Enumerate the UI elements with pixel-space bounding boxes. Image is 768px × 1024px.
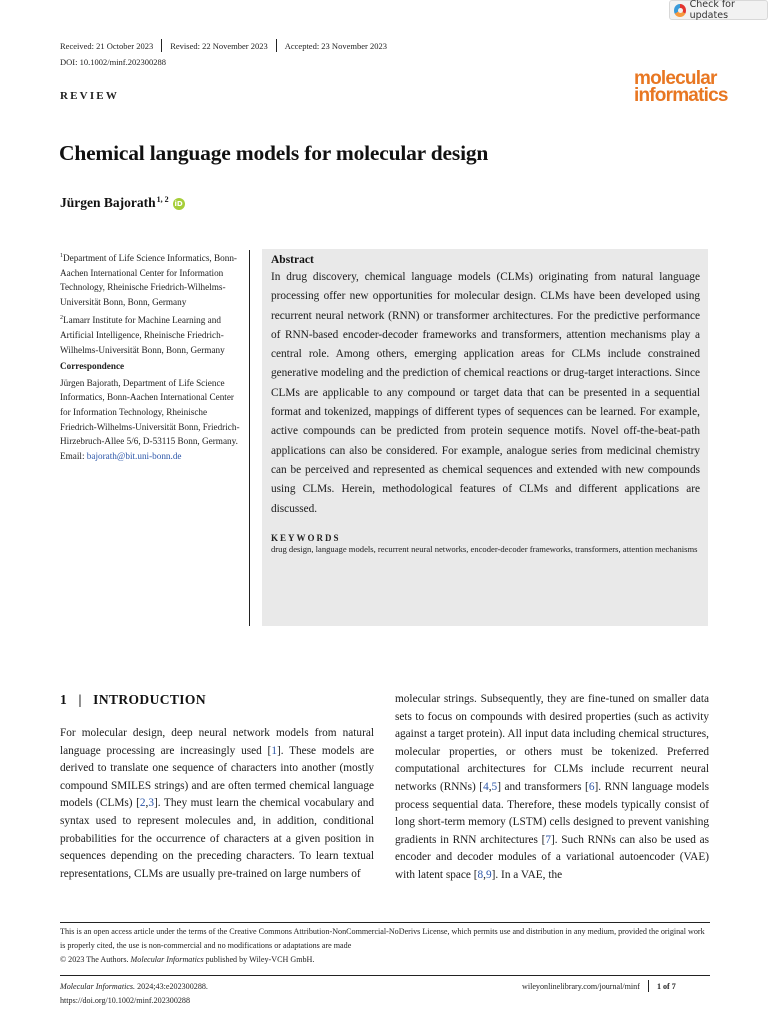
article-dates bbox=[60, 39, 387, 52]
body-text: molecular strings. Subsequently, they are fine-tuned on smaller data sets to focus on compounds with desired properties (such as activity against a target protein). All input data including chemical structures, molecular properties, or others must be tokenized. Preferred computational architectures for CLMs include recurrent neural networks (RNNs) [ bbox=[395, 693, 709, 793]
citation-link[interactable]: 3 bbox=[148, 797, 155, 810]
citation-link[interactable]: 4 bbox=[483, 780, 489, 793]
body-text: ] and transformers [ bbox=[497, 780, 589, 793]
email-label: Email: bbox=[60, 450, 87, 461]
body-text: ]. In a VAE, the bbox=[491, 868, 563, 881]
author-name[interactable]: Jürgen Bajorath bbox=[60, 195, 156, 210]
footer-rule bbox=[60, 975, 710, 976]
affiliation-2-text: Lamarr Institute for Machine Learning and Artificial Intelligence, Rheinische Friedrich-Wilhelms-Universität Bonn, Bonn, Germany bbox=[60, 315, 225, 355]
divider bbox=[648, 980, 649, 992]
affiliations bbox=[60, 249, 240, 465]
footnote-rule bbox=[60, 922, 710, 923]
affiliation-2 bbox=[60, 311, 240, 357]
body-text: ]. Such RNNs can also be used as encoder and decoder modules of a variational autoencoder (VAE) with latent space [ bbox=[395, 833, 709, 881]
article-type: REVIEW bbox=[60, 90, 120, 102]
received-date: Received: 21 October 2023 bbox=[60, 40, 154, 51]
keywords-text: drug design, language models, recurrent neural networks, encoder-decoder frameworks, transformers, attention mechanisms bbox=[271, 543, 698, 554]
check-for-updates-button[interactable] bbox=[669, 0, 768, 20]
abstract-text: In drug discovery, chemical language models (CLMs) originating from natural language processing offer new opportunities for molecular design. CLMs have been developed using recurrent neural network (RNN) or transformer architectures. For the predictive performance of RNN-based encoder-decoder frameworks and transformers, attention mechanisms play a central role. Among others, emerging application areas for CLMs include constrained generative modeling and the prediction of chemical reactions or drug-target interactions. Since CLMs are applicable to any compound or target data that can be presented in a sequential format and tokenized, mappings of different types of sequences can be learned. For example, active compounds can be predicted from protein sequence motifs. Novel off-the-beat-path applications can also be considered. For example, analogue series from medicinal chemistry can be perceived and represented as chemical sequences and extended with new compounds using CLMs. Herein, methodological features of CLMs and different applications are discussed. bbox=[271, 271, 700, 515]
license-text: This is an open access article under the terms of the Creative Commons Attribution-NonCommercial-NoDerivs License, which permits use and distribution in any medium, provided the original work is properly cited, the use is non-commercial and no modifications or adaptations are made bbox=[60, 927, 705, 950]
journal-logo-line2: informatics bbox=[634, 85, 728, 106]
journal-logo-line1: molecular bbox=[634, 68, 717, 89]
correspondence-heading: Correspondence bbox=[60, 361, 125, 372]
citation-volume: 2024;43:e202300288. bbox=[135, 982, 208, 991]
citation-link[interactable]: 6 bbox=[588, 780, 595, 793]
citation-journal: Molecular Informatics. bbox=[60, 982, 136, 991]
body-text: , bbox=[145, 797, 149, 810]
citation-info bbox=[60, 980, 208, 1008]
citation-link[interactable]: 1 bbox=[271, 744, 277, 757]
divider bbox=[161, 39, 162, 52]
orcid-icon[interactable]: iD bbox=[174, 200, 183, 208]
abstract-heading: Abstract bbox=[271, 254, 314, 266]
copyright-line bbox=[60, 953, 710, 967]
affiliation-2-sup: 2 bbox=[60, 315, 63, 322]
body-column-right bbox=[395, 691, 709, 885]
journal-url-link[interactable]: wileyonlinelibrary.com/journal/minf bbox=[522, 981, 640, 991]
email-link[interactable]: bajorath@bit.uni-bonn.de bbox=[86, 450, 182, 461]
accepted-date: Accepted: 23 November 2023 bbox=[284, 40, 387, 51]
correspondence-address: Jürgen Bajorath, Department of Life Science Informatics, Bonn-Aachen International Center for Information Technology, Rheinische Friedrich-Wilhelms-Universität Bonn, Friedrich-Hirzebruch-Allee 5/6, D-53115 Bonn, Germany. bbox=[60, 377, 240, 447]
column-divider bbox=[249, 250, 250, 626]
copyright-publisher: published by Wiley-VCH GmbH. bbox=[203, 955, 315, 964]
body-column-left bbox=[60, 725, 374, 883]
affiliation-1-text: Department of Life Science Informatics, Bonn-Aachen International Center for Information Technology, Rheinische Friedrich-Wilhelms-Universität Bonn, Bonn, Germany bbox=[60, 253, 237, 307]
citation-link[interactable]: 5 bbox=[491, 780, 498, 793]
author-affiliation-sup: 1, 2 bbox=[156, 195, 169, 204]
body-text: ]. They must learn the chemical vocabulary and syntax used to represent molecules and, in addition, conditional probabilities for the occurrence of characters at a given position in sequences depending on the preceding characters. To learn textual representations, CLMs are usually pre-trained on large numbers of bbox=[60, 797, 374, 880]
copyright-journal: Molecular Informatics bbox=[130, 955, 204, 964]
copyright-text: © 2023 The Authors. bbox=[60, 955, 131, 964]
section-heading-introduction: 1 | INTRODUCTION bbox=[60, 692, 206, 707]
article-doi: DOI: 10.1002/minf.202300288 bbox=[60, 57, 167, 67]
page-footer-right bbox=[522, 980, 676, 992]
license-footnote bbox=[60, 925, 710, 967]
affiliation-1-sup: 1 bbox=[60, 253, 63, 259]
divider bbox=[276, 39, 277, 52]
revised-date: Revised: 22 November 2023 bbox=[170, 40, 268, 51]
abstract-box bbox=[262, 249, 708, 626]
page-number: 1 of 7 bbox=[656, 981, 676, 991]
body-text: For molecular design, deep neural network models from natural language processing are increasingly used [ bbox=[60, 727, 374, 757]
citation-link[interactable]: 7 bbox=[545, 833, 551, 846]
citation-link[interactable]: 9 bbox=[485, 868, 492, 881]
citation-link[interactable]: 2 bbox=[139, 797, 146, 810]
keywords-heading: KEYWORDS bbox=[271, 532, 341, 543]
body-text: , bbox=[483, 868, 486, 881]
check-for-updates-label: Check for updates bbox=[689, 0, 735, 21]
doi-link[interactable]: https://doi.org/10.1002/minf.202300288 bbox=[60, 996, 191, 1005]
journal-logo bbox=[634, 70, 728, 104]
body-text: ]. These models are derived to translate one sequence of characters into another (mostly compound SMILES strings) and are often termed chemical language models (CLMs) [ bbox=[60, 744, 374, 810]
crossmark-icon bbox=[674, 4, 686, 17]
author-line bbox=[60, 195, 185, 211]
body-text: , bbox=[488, 780, 492, 793]
citation-link[interactable]: 8 bbox=[477, 868, 484, 881]
correspondence-text bbox=[60, 376, 240, 464]
body-text: ]. RNN language models process sequential data. Therefore, these models typically consist of long short-term memory (LSTM) cells designed to prevent vanishing gradients in RNN architectures [ bbox=[395, 780, 709, 846]
affiliation-1 bbox=[60, 249, 240, 309]
article-title: Chemical language models for molecular design bbox=[59, 141, 489, 165]
